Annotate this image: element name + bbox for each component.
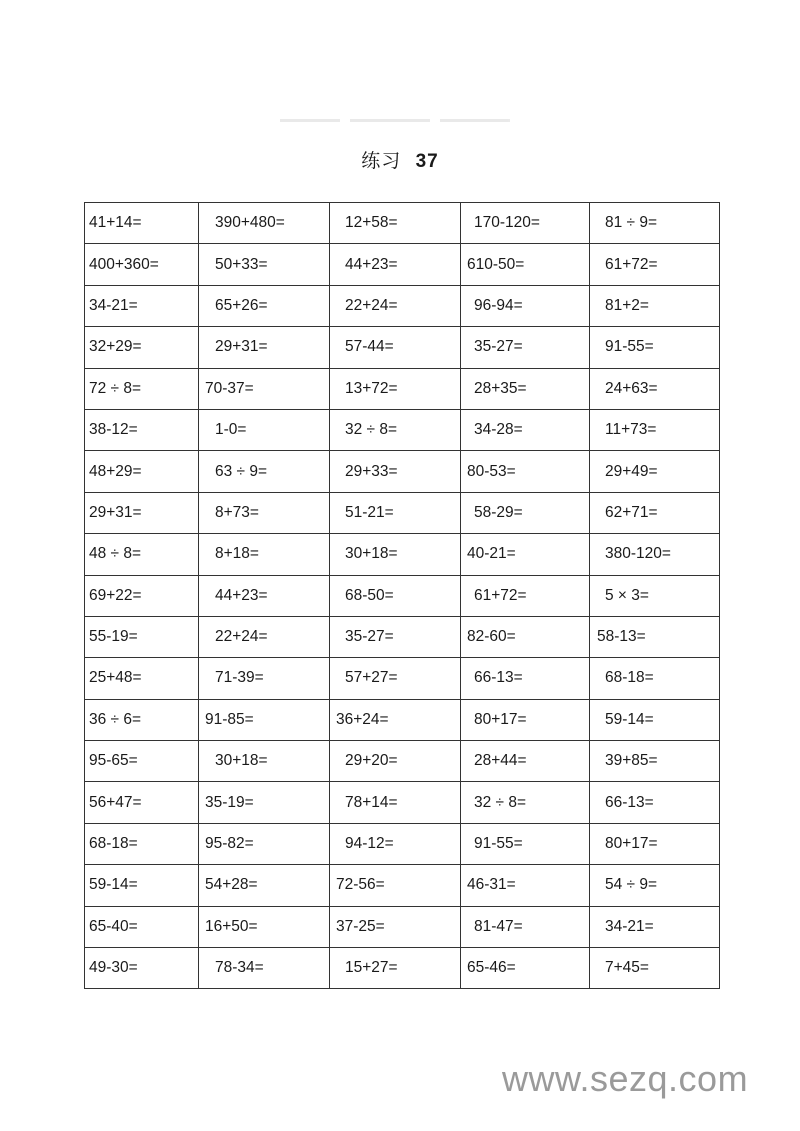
problem-text: 29+31=: [215, 338, 268, 356]
table-row: [85, 865, 720, 906]
problem-text: 56+47=: [89, 793, 142, 811]
problem-text: 55-19=: [89, 628, 138, 646]
problem-cell: [85, 948, 199, 989]
problem-text: 57-44=: [345, 338, 394, 356]
problem-cell: [85, 285, 199, 326]
problem-cell: [199, 823, 330, 864]
problem-text: 59-14=: [89, 876, 138, 894]
problem-text: 28+35=: [474, 379, 527, 397]
problem-cell: [330, 948, 461, 989]
arithmetic-exercise-table: [84, 202, 720, 989]
problem-text: 30+18=: [345, 545, 398, 563]
problem-text: 7+45=: [605, 959, 649, 977]
problem-text: 41+14=: [89, 214, 142, 232]
problem-text: 25+48=: [89, 669, 142, 687]
problem-cell: [461, 492, 590, 533]
problem-text: 72 ÷ 8=: [89, 379, 142, 397]
problem-cell: [85, 451, 199, 492]
problem-text: 30+18=: [215, 752, 268, 770]
problem-text: 400+360=: [89, 255, 159, 273]
problem-text: 49-30=: [89, 959, 138, 977]
problem-cell: [590, 203, 720, 244]
problem-cell: [199, 658, 330, 699]
problem-cell: [590, 782, 720, 823]
problem-cell: [330, 782, 461, 823]
problem-text: 58-13=: [597, 628, 646, 646]
problem-text: 5 × 3=: [605, 586, 649, 604]
problem-text: 390+480=: [215, 214, 285, 232]
problem-cell: [330, 534, 461, 575]
problem-cell: [199, 575, 330, 616]
table-row: [85, 492, 720, 533]
problem-cell: [199, 948, 330, 989]
faint-header-remnant: [280, 119, 530, 123]
problem-text: 22+24=: [215, 628, 268, 646]
table-row: [85, 616, 720, 657]
problem-cell: [199, 285, 330, 326]
problem-cell: [461, 741, 590, 782]
problem-cell: [199, 534, 330, 575]
problem-cell: [461, 451, 590, 492]
table-row: [85, 409, 720, 450]
problem-cell: [590, 327, 720, 368]
problem-text: 46-31=: [467, 876, 516, 894]
problem-cell: [590, 492, 720, 533]
problem-cell: [590, 409, 720, 450]
problem-text: 24+63=: [605, 379, 658, 397]
watermark: www.sezq.com: [502, 1058, 749, 1099]
problem-cell: [199, 451, 330, 492]
problem-cell: [590, 285, 720, 326]
problem-text: 29+33=: [345, 462, 398, 480]
page-title: [0, 146, 800, 173]
table-row: [85, 244, 720, 285]
problem-cell: [461, 534, 590, 575]
problem-text: 95-65=: [89, 752, 138, 770]
problem-cell: [461, 203, 590, 244]
problem-text: 34-21=: [605, 917, 654, 935]
problem-text: 35-19=: [205, 793, 254, 811]
problem-text: 69+22=: [89, 586, 142, 604]
problem-cell: [461, 616, 590, 657]
problem-cell: [85, 244, 199, 285]
problem-text: 170-120=: [474, 214, 540, 232]
problem-text: 13+72=: [345, 379, 398, 397]
problem-cell: [85, 865, 199, 906]
problem-text: 94-12=: [345, 835, 394, 853]
table-row: [85, 948, 720, 989]
problem-text: 37-25=: [336, 917, 385, 935]
exercise-number: 37: [415, 151, 439, 172]
problem-cell: [330, 823, 461, 864]
problem-cell: [199, 409, 330, 450]
problem-cell: [85, 906, 199, 947]
problem-cell: [330, 699, 461, 740]
problem-cell: [590, 906, 720, 947]
problem-cell: [461, 699, 590, 740]
problem-text: 51-21=: [345, 503, 394, 521]
problem-cell: [85, 368, 199, 409]
problem-text: 82-60=: [467, 628, 516, 646]
problem-cell: [590, 451, 720, 492]
problem-cell: [199, 741, 330, 782]
problem-text: 72-56=: [336, 876, 385, 894]
problem-text: 78+14=: [345, 793, 398, 811]
problem-cell: [330, 616, 461, 657]
problem-cell: [461, 575, 590, 616]
problem-text: 36 ÷ 6=: [89, 710, 142, 728]
problem-text: 610-50=: [467, 255, 525, 273]
problem-cell: [330, 741, 461, 782]
problem-text: 81 ÷ 9=: [605, 214, 658, 232]
problem-text: 32+29=: [89, 338, 142, 356]
problem-cell: [330, 658, 461, 699]
problem-text: 8+73=: [215, 503, 259, 521]
problem-text: 32 ÷ 8=: [345, 421, 398, 439]
problem-cell: [590, 699, 720, 740]
problem-text: 81+2=: [605, 296, 649, 314]
problem-cell: [330, 368, 461, 409]
problem-text: 71-39=: [215, 669, 264, 687]
problem-cell: [199, 782, 330, 823]
problem-text: 95-82=: [205, 835, 254, 853]
problem-text: 61+72=: [605, 255, 658, 273]
problem-text: 11+73=: [605, 421, 657, 439]
problem-cell: [85, 203, 199, 244]
problem-cell: [330, 285, 461, 326]
problem-cell: [199, 616, 330, 657]
problem-text: 29+49=: [605, 462, 658, 480]
problem-text: 63 ÷ 9=: [215, 462, 268, 480]
problem-cell: [199, 203, 330, 244]
problem-cell: [85, 782, 199, 823]
problem-cell: [461, 865, 590, 906]
problem-cell: [590, 741, 720, 782]
problem-text: 29+20=: [345, 752, 398, 770]
problem-cell: [590, 865, 720, 906]
problem-text: 80-53=: [467, 462, 516, 480]
problem-text: 65+26=: [215, 296, 268, 314]
problem-text: 34-28=: [474, 421, 523, 439]
problem-cell: [199, 327, 330, 368]
problem-text: 91-55=: [474, 835, 523, 853]
problem-cell: [590, 534, 720, 575]
problem-text: 61+72=: [474, 586, 527, 604]
problem-text: 40-21=: [467, 545, 516, 563]
table-row: [85, 203, 720, 244]
problem-text: 34-21=: [89, 296, 138, 314]
problem-cell: [85, 409, 199, 450]
problem-cell: [461, 906, 590, 947]
problem-text: 68-50=: [345, 586, 394, 604]
problem-text: 8+18=: [215, 545, 259, 563]
table-row: [85, 782, 720, 823]
problem-cell: [330, 203, 461, 244]
exercise-table-body: [85, 203, 720, 989]
problem-cell: [461, 368, 590, 409]
table-row: [85, 327, 720, 368]
problem-text: 66-13=: [474, 669, 523, 687]
problem-cell: [590, 823, 720, 864]
title-label: 练习: [361, 150, 402, 172]
problem-text: 58-29=: [474, 503, 523, 521]
problem-cell: [461, 823, 590, 864]
problem-text: 57+27=: [345, 669, 398, 687]
problem-text: 68-18=: [605, 669, 654, 687]
problem-cell: [461, 782, 590, 823]
problem-cell: [85, 575, 199, 616]
problem-cell: [330, 906, 461, 947]
table-row: [85, 534, 720, 575]
problem-text: 48+29=: [89, 462, 142, 480]
problem-text: 59-14=: [605, 710, 654, 728]
problem-cell: [590, 616, 720, 657]
problem-cell: [85, 492, 199, 533]
problem-text: 44+23=: [345, 255, 398, 273]
problem-text: 44+23=: [215, 586, 268, 604]
problem-text: 36+24=: [336, 710, 389, 728]
problem-cell: [590, 658, 720, 699]
table-row: [85, 741, 720, 782]
problem-cell: [85, 616, 199, 657]
problem-cell: [199, 368, 330, 409]
problem-cell: [461, 409, 590, 450]
table-row: [85, 575, 720, 616]
problem-cell: [590, 948, 720, 989]
problem-text: 80+17=: [474, 710, 527, 728]
problem-text: 81-47=: [474, 917, 523, 935]
table-row: [85, 285, 720, 326]
problem-cell: [199, 865, 330, 906]
problem-cell: [85, 823, 199, 864]
problem-cell: [85, 658, 199, 699]
problem-text: 50+33=: [215, 255, 268, 273]
problem-text: 70-37=: [205, 379, 254, 397]
problem-text: 54+28=: [205, 876, 258, 894]
problem-text: 62+71=: [605, 503, 658, 521]
table-row: [85, 906, 720, 947]
problem-cell: [199, 699, 330, 740]
table-row: [85, 699, 720, 740]
problem-cell: [461, 658, 590, 699]
table-row: [85, 823, 720, 864]
problem-cell: [330, 244, 461, 285]
problem-cell: [461, 948, 590, 989]
problem-text: 65-40=: [89, 917, 138, 935]
problem-cell: [330, 409, 461, 450]
problem-text: 39+85=: [605, 752, 658, 770]
problem-text: 22+24=: [345, 296, 398, 314]
problem-text: 66-13=: [605, 793, 654, 811]
problem-text: 380-120=: [605, 545, 671, 563]
problem-text: 96-94=: [474, 296, 523, 314]
problem-text: 28+44=: [474, 752, 527, 770]
problem-cell: [85, 534, 199, 575]
problem-text: 65-46=: [467, 959, 516, 977]
problem-text: 29+31=: [89, 503, 142, 521]
problem-text: 91-55=: [605, 338, 654, 356]
table-row: [85, 451, 720, 492]
problem-cell: [461, 327, 590, 368]
problem-cell: [330, 865, 461, 906]
problem-text: 38-12=: [89, 421, 138, 439]
problem-text: 80+17=: [605, 835, 658, 853]
problem-text: 1-0=: [215, 421, 247, 439]
problem-text: 54 ÷ 9=: [605, 876, 658, 894]
problem-text: 78-34=: [215, 959, 264, 977]
table-row: [85, 368, 720, 409]
table-row: [85, 658, 720, 699]
problem-cell: [330, 575, 461, 616]
problem-text: 32 ÷ 8=: [474, 793, 527, 811]
problem-cell: [85, 741, 199, 782]
problem-cell: [330, 492, 461, 533]
problem-text: 16+50=: [205, 917, 258, 935]
problem-cell: [199, 906, 330, 947]
problem-cell: [330, 327, 461, 368]
problem-cell: [330, 451, 461, 492]
problem-cell: [85, 327, 199, 368]
problem-cell: [590, 575, 720, 616]
problem-text: 35-27=: [345, 628, 394, 646]
problem-cell: [590, 244, 720, 285]
problem-text: 35-27=: [474, 338, 523, 356]
problem-cell: [461, 285, 590, 326]
problem-text: 48 ÷ 8=: [89, 545, 142, 563]
problem-cell: [85, 699, 199, 740]
problem-text: 15+27=: [345, 959, 398, 977]
problem-text: 91-85=: [205, 710, 254, 728]
problem-text: 68-18=: [89, 835, 138, 853]
problem-text: 12+58=: [345, 214, 398, 232]
problem-cell: [461, 244, 590, 285]
problem-cell: [199, 244, 330, 285]
problem-cell: [199, 492, 330, 533]
problem-cell: [590, 368, 720, 409]
